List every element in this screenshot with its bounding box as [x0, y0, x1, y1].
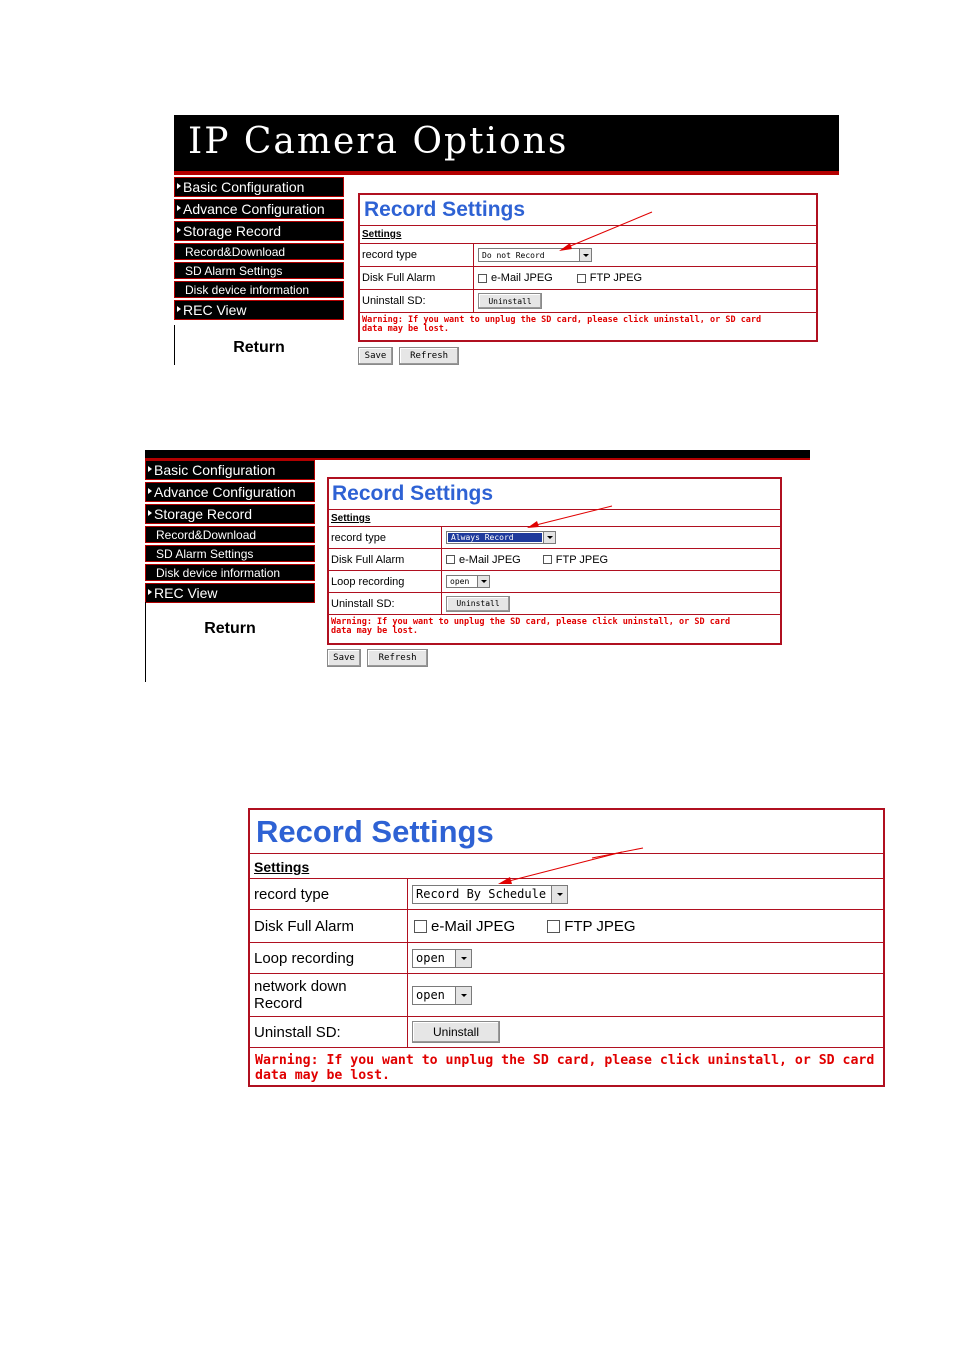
loop-recording-select[interactable]: [446, 575, 490, 588]
menu-item-label: SD Alarm Settings: [156, 547, 254, 561]
triangle-icon: [148, 488, 152, 494]
chevron-down-icon: [477, 576, 489, 587]
uninstall-sd-row: [250, 1017, 883, 1048]
warning-line-1: Warning: If you want to unplug the SD card, please click uninstall, or SD card: [362, 315, 762, 325]
loop-recording-label: Loop recording: [250, 943, 408, 973]
triangle-icon: [148, 510, 152, 516]
uninstall-sd-label: Uninstall SD:: [360, 290, 474, 312]
chevron-down-icon: [543, 532, 555, 543]
ftp-jpeg-label: FTP JPEG: [555, 553, 609, 566]
refresh-button[interactable]: Refresh: [367, 649, 428, 667]
menu-item-label: Advance Configuration: [154, 484, 296, 500]
ftp-jpeg-checkbox[interactable]: [577, 274, 586, 283]
ftp-jpeg-checkbox[interactable]: [543, 555, 552, 564]
uninstall-sd-row: [329, 593, 780, 615]
warning-message: [250, 1048, 883, 1083]
email-jpeg-label: e-Mail JPEG: [431, 917, 516, 935]
uninstall-sd-label: Uninstall SD:: [250, 1017, 408, 1047]
network-down-label-line-2: Record: [254, 995, 303, 1012]
app-title: IP Camera Options: [188, 121, 569, 162]
email-jpeg-checkbox[interactable]: [446, 555, 455, 564]
network-down-record-selected: open: [416, 988, 445, 1002]
menu-item-record-download[interactable]: [145, 526, 315, 543]
title-bar: [174, 115, 839, 175]
record-type-select[interactable]: [478, 248, 592, 262]
uninstall-sd-value-cell: [474, 290, 542, 312]
menu-item-label: Basic Configuration: [183, 179, 305, 195]
warning-message: [329, 615, 780, 635]
record-type-selected: Record By Schedule: [416, 887, 547, 901]
warning-message: [360, 313, 816, 333]
record-settings-heading: Record Settings: [329, 479, 780, 510]
menu-item-label: Record&Download: [156, 528, 257, 542]
network-down-record-label: [250, 974, 408, 1016]
triangle-icon: [177, 183, 181, 189]
warning-line-2: data may be lost.: [362, 323, 449, 334]
disk-full-alarm-row: [329, 549, 780, 571]
loop-recording-select[interactable]: [412, 949, 472, 968]
sidebar-divider: [145, 602, 146, 682]
loop-recording-row: [329, 571, 780, 593]
loop-recording-value-cell: [408, 943, 472, 973]
menu-item-label: REC View: [183, 302, 247, 318]
record-type-select[interactable]: [412, 885, 568, 904]
title-underline: [174, 171, 839, 175]
top-bar: [145, 450, 810, 460]
record-settings-panel: [358, 193, 818, 342]
menu-item-label: REC View: [154, 585, 218, 601]
record-type-value-cell: [408, 879, 568, 909]
uninstall-sd-value-cell: [408, 1017, 500, 1047]
menu-item-label: Storage Record: [183, 223, 282, 239]
return-link[interactable]: Return: [204, 620, 256, 637]
settings-label: Settings: [329, 510, 780, 527]
uninstall-sd-value-cell: [442, 593, 510, 614]
menu-item-rec-view[interactable]: [174, 300, 344, 320]
email-jpeg-label: e-Mail JPEG: [459, 553, 521, 566]
menu-item-label: Basic Configuration: [154, 462, 276, 478]
save-button[interactable]: Save: [358, 347, 393, 365]
uninstall-sd-row: [360, 290, 816, 313]
menu-item-label: Storage Record: [154, 506, 253, 522]
loop-recording-label: Loop recording: [329, 571, 442, 592]
record-type-row: [250, 879, 883, 910]
menu-item-storage-record[interactable]: [145, 504, 315, 524]
sidebar-divider: [174, 325, 175, 365]
sidebar-menu: [174, 177, 344, 356]
menu-item-label: Disk device information: [156, 566, 281, 580]
chevron-down-icon: [551, 886, 567, 903]
uninstall-button[interactable]: Uninstall: [446, 596, 510, 612]
action-buttons: [327, 645, 428, 667]
ftp-jpeg-label: FTP JPEG: [564, 917, 636, 935]
email-jpeg-checkbox[interactable]: [478, 274, 487, 283]
chevron-down-icon: [455, 987, 471, 1004]
save-button[interactable]: Save: [327, 649, 361, 667]
loop-recording-selected: open: [450, 577, 470, 586]
ftp-jpeg-checkbox[interactable]: [547, 920, 560, 933]
menu-item-record-download[interactable]: [174, 243, 344, 260]
warning-line-2: data may be lost.: [331, 625, 418, 636]
network-down-record-select[interactable]: [412, 986, 472, 1005]
menu-item-storage-record[interactable]: [174, 221, 344, 241]
triangle-icon: [177, 306, 181, 312]
record-settings-heading: Record Settings: [360, 195, 816, 226]
chevron-down-icon: [579, 249, 591, 261]
email-jpeg-checkbox[interactable]: [414, 920, 427, 933]
triangle-icon: [177, 205, 181, 211]
menu-item-rec-view[interactable]: [145, 583, 315, 603]
menu-item-label: Advance Configuration: [183, 201, 325, 217]
loop-recording-selected: open: [416, 951, 445, 965]
disk-full-alarm-options: [474, 267, 642, 289]
disk-full-alarm-label: Disk Full Alarm: [329, 549, 442, 570]
triangle-icon: [148, 589, 152, 595]
record-type-row: [360, 244, 816, 267]
record-type-selected: Always Record: [448, 533, 542, 542]
email-jpeg-label: e-Mail JPEG: [491, 272, 553, 284]
settings-label: Settings: [250, 854, 883, 879]
disk-full-alarm-row: [360, 267, 816, 290]
action-buttons: [358, 343, 459, 365]
settings-label: Settings: [360, 226, 816, 244]
return-link[interactable]: Return: [233, 339, 285, 356]
disk-full-alarm-options: [408, 910, 636, 942]
chevron-down-icon: [455, 950, 471, 967]
menu-item-sd-alarm-settings[interactable]: [145, 545, 315, 562]
network-down-record-row: [250, 974, 883, 1017]
warning-line-1: Warning: If you want to unplug the SD card, please click uninstall, or SD card: [331, 617, 731, 627]
network-down-value-cell: [408, 974, 472, 1016]
menu-item-sd-alarm-settings[interactable]: [174, 262, 344, 279]
record-type-selected: Do not Record: [482, 250, 545, 260]
record-type-select[interactable]: [446, 531, 556, 544]
warning-line-1: Warning: If you want to unplug the SD card, please click uninstall, or SD card: [255, 1053, 875, 1068]
sidebar-menu: [145, 460, 315, 637]
record-type-value-cell: [474, 244, 592, 266]
disk-full-alarm-label: Disk Full Alarm: [360, 267, 474, 289]
network-down-label-line-1: network down: [254, 978, 347, 995]
triangle-icon: [148, 466, 152, 472]
warning-line-2: data may be lost.: [255, 1068, 390, 1083]
menu-item-basic-configuration[interactable]: [174, 177, 344, 197]
menu-item-basic-configuration[interactable]: [145, 460, 315, 480]
record-settings-panel: [327, 477, 782, 645]
menu-item-advance-configuration[interactable]: [174, 199, 344, 219]
loop-recording-row: [250, 943, 883, 974]
record-type-value-cell: [442, 527, 556, 548]
disk-full-alarm-label: Disk Full Alarm: [250, 910, 408, 942]
record-settings-panel: [248, 808, 885, 1087]
uninstall-sd-label: Uninstall SD:: [329, 593, 442, 614]
record-type-row: [329, 527, 780, 549]
uninstall-button[interactable]: Uninstall: [478, 293, 542, 309]
menu-item-disk-device-information[interactable]: [174, 281, 344, 298]
menu-item-advance-configuration[interactable]: [145, 482, 315, 502]
triangle-icon: [177, 227, 181, 233]
disk-full-alarm-options: [442, 549, 608, 570]
menu-item-label: Record&Download: [185, 245, 286, 259]
record-settings-heading: Record Settings: [250, 810, 883, 854]
uninstall-button[interactable]: Uninstall: [412, 1021, 500, 1043]
menu-item-label: Disk device information: [185, 283, 310, 297]
loop-recording-value-cell: [442, 571, 490, 592]
refresh-button[interactable]: Refresh: [399, 347, 459, 365]
record-type-label: record type: [360, 244, 474, 266]
menu-item-label: SD Alarm Settings: [185, 264, 283, 278]
record-type-label: record type: [329, 527, 442, 548]
menu-item-disk-device-information[interactable]: [145, 564, 315, 581]
disk-full-alarm-row: [250, 910, 883, 943]
record-type-label: record type: [250, 879, 408, 909]
ftp-jpeg-label: FTP JPEG: [589, 272, 643, 284]
